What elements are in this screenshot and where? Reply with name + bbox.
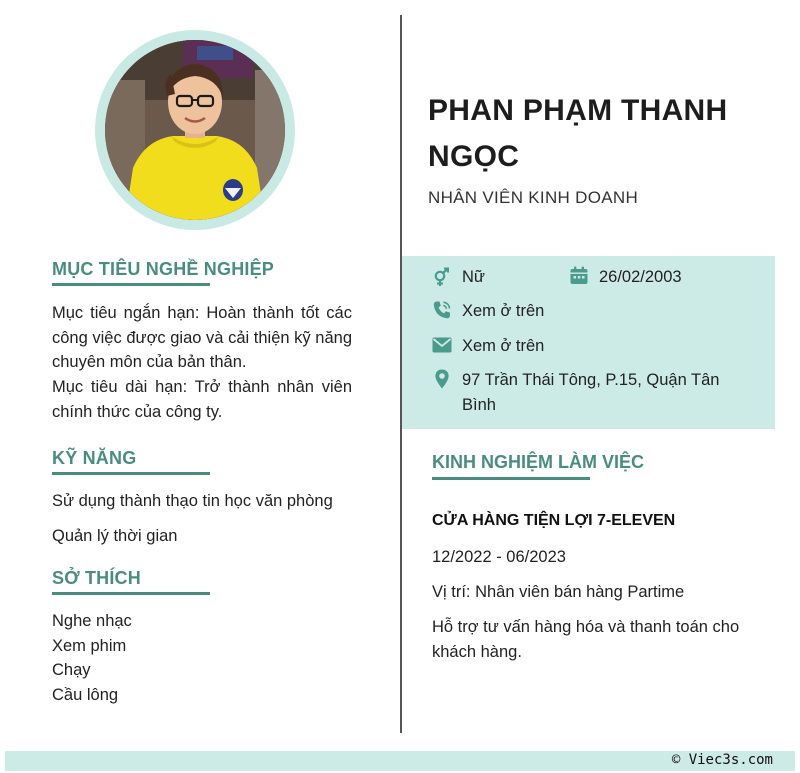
calendar-icon	[569, 266, 589, 286]
skill-item: Sử dụng thành thạo tin học văn phòng	[52, 492, 333, 510]
hobby-item: Cầu lông	[52, 686, 119, 704]
profile-photo	[105, 40, 285, 220]
hobby-item: Nghe nhạc	[52, 612, 132, 630]
contact-info-panel	[402, 256, 775, 429]
email-icon	[432, 335, 452, 355]
experience-heading-rule	[432, 477, 590, 480]
phone-value: Xem ở trên	[462, 302, 545, 320]
skill-item: Quản lý thời gian	[52, 527, 178, 545]
footer-bar	[5, 751, 795, 771]
experience-heading: KINH NGHIỆM LÀM VIỆC	[432, 452, 645, 472]
experience-position: Vị trí: Nhân viên bán hàng Partime	[432, 583, 685, 601]
email-value: Xem ở trên	[462, 337, 545, 355]
avatar-ring	[95, 30, 295, 230]
birthday-value: 26/02/2003	[599, 268, 682, 286]
experience-description: Hỗ trợ tư vấn hàng hóa và thanh toán cho khách hàng.	[432, 618, 740, 661]
gender-icon	[432, 267, 452, 287]
experience-company: CỬA HÀNG TIỆN LỢI 7-ELEVEN	[432, 512, 676, 529]
objective-long-term: Mục tiêu dài hạn: Trở thành nhân viên chính thức của công ty.	[52, 378, 352, 421]
hobbies-heading-rule	[52, 592, 210, 595]
hobby-item: Chạy	[52, 661, 91, 679]
skills-heading-rule	[52, 472, 210, 475]
location-icon	[432, 369, 452, 389]
objective-short-term: Mục tiêu ngắn hạn: Hoàn thành tốt các công việc được giao và cải thiện kỹ năng chuyên môn của bản thân.	[52, 304, 352, 371]
skills-heading: KỸ NĂNG	[52, 448, 137, 468]
hobby-item: Xem phim	[52, 637, 127, 655]
candidate-name: PHAN PHẠM THANH NGỌC	[428, 94, 728, 173]
job-title: NHÂN VIÊN KINH DOANH	[428, 188, 639, 207]
experience-period: 12/2022 - 06/2023	[432, 548, 566, 566]
objective-heading: MỤC TIÊU NGHỀ NGHIỆP	[52, 259, 275, 279]
footer-copyright: © Viec3s.com	[671, 752, 773, 768]
address-value: 97 Trần Thái Tông, P.15, Quận Tân Bình	[462, 371, 720, 414]
gender-value: Nữ	[462, 268, 485, 286]
hobbies-heading: SỞ THÍCH	[52, 568, 141, 588]
objective-heading-rule	[52, 283, 210, 286]
phone-icon	[432, 300, 452, 320]
avatar	[105, 40, 285, 220]
